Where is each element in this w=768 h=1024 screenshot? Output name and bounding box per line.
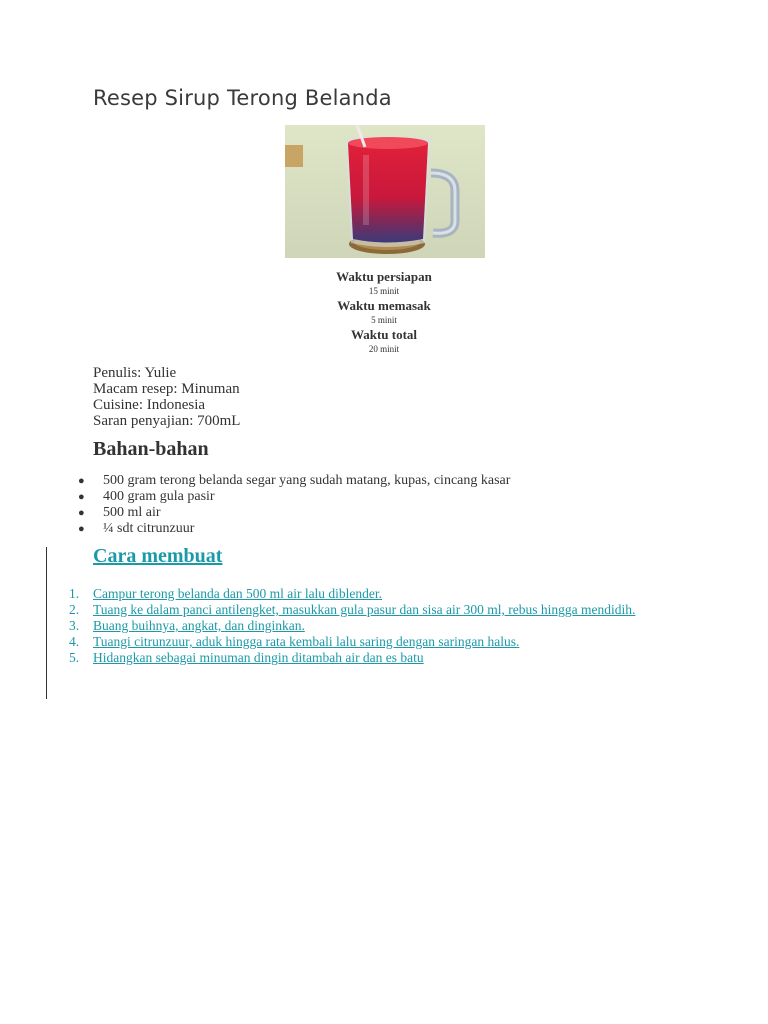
recipe-type-line: Macam resep: Minuman [93,381,240,397]
red-syrup-glass-image [285,125,485,258]
total-time-label: Waktu total [350,327,418,342]
step-text: Tuang ke dalam panci antilengket, masukkan gula pasur dan sisa air 300 ml, rebus hingga mendidih. [93,602,636,617]
recipe-meta [93,365,240,429]
bullet-icon: ● [78,491,85,503]
list-item [78,521,510,537]
step-link[interactable] [69,618,639,634]
cook-time-label: Waktu memasak [337,298,431,313]
total-time-value: 20 minit [368,344,400,354]
step-text: Hidangkan sebagai minuman dingin ditambah air dan es batu [93,650,424,665]
ingredient-text: ¼ sdt citrunzuur [103,521,195,536]
step-link[interactable] [69,602,639,618]
ingredients-heading: Bahan-bahan [93,438,209,460]
cook-time-value: 5 minit [371,315,397,325]
step-text: Buang buihnya, angkat, dan dinginkan. [93,618,305,633]
serving-line: Saran penyajian: 700mL [93,413,241,429]
cuisine-line: Cuisine: Indonesia [93,397,206,413]
ingredient-text: 500 ml air [103,505,161,520]
step-number: 5. [69,650,80,665]
step-link[interactable] [69,586,639,602]
bullet-icon: ● [78,475,85,487]
list-item [78,505,510,521]
bullet-icon: ● [78,523,85,535]
step-text: Tuangi citrunzuur, aduk hingga rata kembali lalu saring dengan saringan halus. [93,634,520,649]
prep-time-value: 15 minit [368,286,400,296]
step-number: 2. [69,602,80,617]
ingredient-text: 400 gram gula pasir [103,489,215,504]
list-item [78,489,510,505]
time-info [284,268,484,355]
page-title: Resep Sirup Terong Belanda [93,86,392,110]
step-number: 4. [69,634,80,649]
step-number: 1. [69,586,80,601]
steps-heading[interactable]: Cara membuat [93,545,223,567]
steps-list [69,586,639,666]
prep-time-label: Waktu persiapan [336,269,432,284]
ingredient-text: 500 gram terong belanda segar yang sudah matang, kupas, cincang kasar [103,473,511,488]
author-line: Penulis: Yulie [93,365,177,381]
step-link[interactable] [69,634,639,650]
drink-photo [285,125,485,258]
step-link[interactable] [69,650,639,666]
list-item [78,473,510,489]
bullet-icon: ● [78,507,85,519]
step-number: 3. [69,618,80,633]
change-bar [46,547,47,699]
ingredients-list [78,473,510,537]
step-text: Campur terong belanda dan 500 ml air lalu diblender. [93,586,383,601]
